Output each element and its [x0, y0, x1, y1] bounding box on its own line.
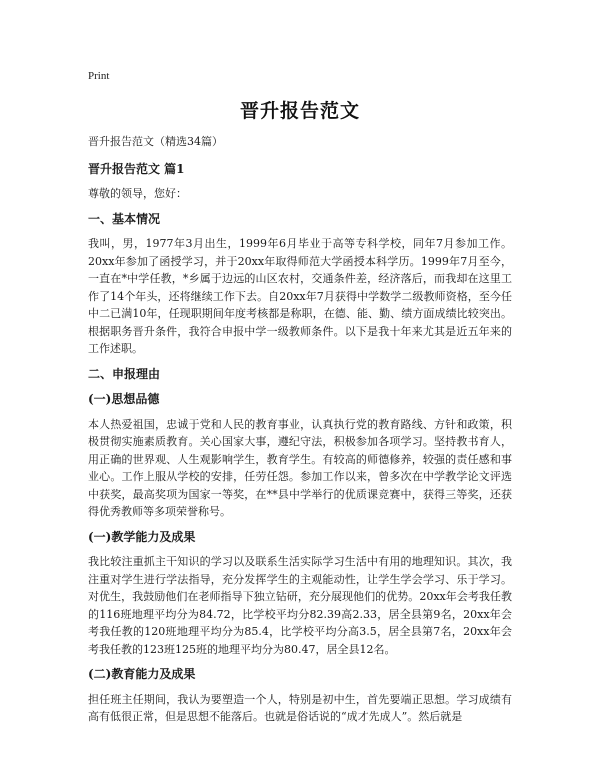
subsection-heading-education: (二)教育能力及成果	[88, 667, 196, 681]
page-title: 晋升报告范文	[239, 100, 360, 122]
document-body	[88, 133, 512, 730]
section-heading-basic: 一、基本情况	[88, 211, 161, 226]
paragraph-education: 担任班主任期间，我认为要塑造一个人，特别是初中生，首先要端正思想。学习成绩有高有低很正常，但是思想不能落后。也就是俗话说的“成才先成人”。然后就是	[88, 692, 512, 723]
paragraph-basic-info: 我叫，男，1977年3月出生，1999年6月毕业于高等专科学校，同年7月参加工作。20xx年参加了函授学习，并于20xx年取得师范大学函授本科学历。1999年7月至今，一直在*中学任教，*乡属于边远的山区农村，交通条件差，经济落后，而我却在这里工作了14个年头，还将继续工作下去。自20xx年7月获得中学数学二级教师资格，至今任中二已满10年，任现职期间年度考核都是称职，在德、能、勤、绩方面成绩比较突出。根据职务晋升条件，我符合申报中学一级教师条件。以下是我十年来尤其是近五年来的工作述职。	[88, 237, 512, 355]
print-label[interactable]: Print	[88, 70, 110, 82]
paragraph-ideology: 本人热爱祖国，忠诚于党和人民的教育事业，认真执行党的教育路线、方针和政策，积极贯彻实施素质教育。关心国家大事，遵纪守法，积极参加各项学习。坚持教书育人，用正确的世界观、人生观影响学生，教育学生。有较高的师德修养，较强的责任感和事业心。工作上服从学校的安排，任劳任怨。参加工作以来，曾多次在中学教学论文评选中获奖，最高奖项为国家一等奖，在**县中学举行的优质课竞赛中，获得三等奖，还获得优秀教师等多项荣誉称号。	[88, 417, 512, 518]
greeting-text: 尊敬的领导，您好：	[88, 187, 187, 200]
section-heading-reasons: 二、申报理由	[88, 366, 161, 381]
article-heading: 晋升报告范文 篇1	[88, 161, 185, 176]
subsection-heading-teaching: (一)教学能力及成果	[88, 529, 196, 544]
document-subtitle: 晋升报告范文（精选34篇）	[88, 135, 223, 148]
paragraph-teaching: 我比较注重抓主干知识的学习以及联系生活实际学习生活中有用的地理知识。其次，我注重对学生进行学法指导，充分发挥学生的主观能动性，让学生学会学习、乐于学习。对优生，我鼓励他们在老师指导下独立钻研，充分展现他们的优势。20xx年会考我任教的116班地理平均分为84.72，比学校平均分82.39高2.33，居全县第9名，20xx年会考我任教的120班地理平均分为85.4，比学校平均分高3.5，居全县第7名，20xx年会考我任教的123班125班的地理平均分为80.47，居全县12名。	[88, 555, 512, 656]
subsection-heading-ideology: (一)思想品德	[88, 392, 160, 406]
